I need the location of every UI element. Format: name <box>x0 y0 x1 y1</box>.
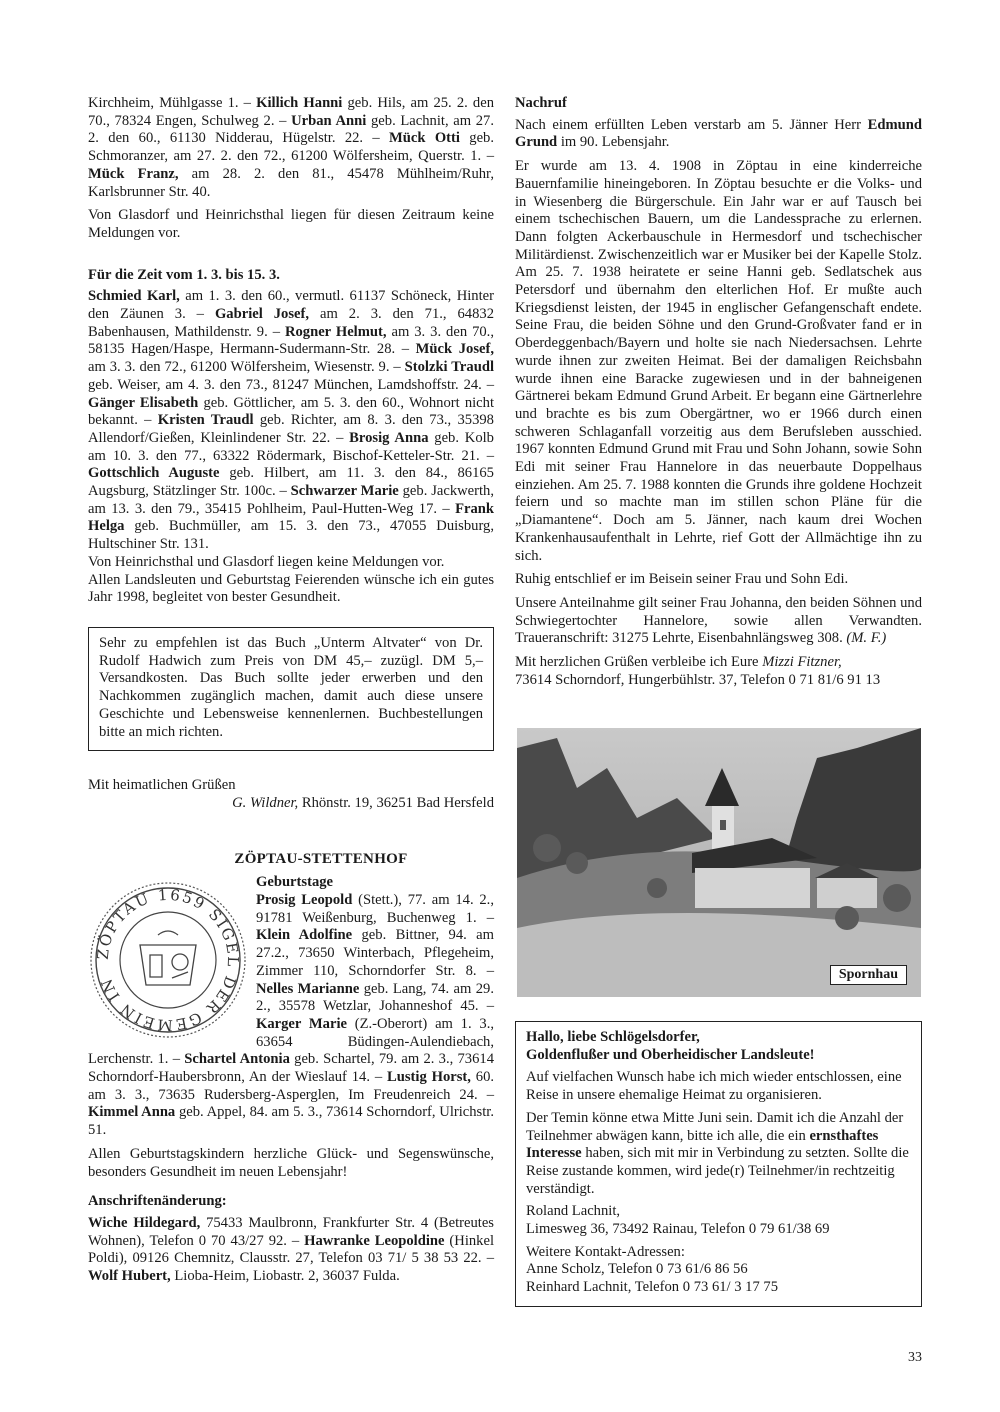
page-number: 33 <box>908 1350 922 1365</box>
text-run: im 90. Lebensjahr. <box>557 134 670 151</box>
text-run: (Z.-Oberort) am 1. 3., 63654 Büdingen-Aulendiebach, Lerchenstr. 1. – <box>88 1015 494 1068</box>
text-run: geb. Buchmüller, am 15. 3. den 73., 47055 Duisburg, Hultschiner Str. 131. <box>88 518 494 553</box>
person-name: ernsthaftes Interesse <box>526 1127 879 1162</box>
text-run: (Hinkel Poldi), 09126 Chemnitz, Clausstr. 27, Telefon 03 71/ 5 38 53 22. – <box>88 1232 495 1267</box>
obituary-body: Er wurde am 13. 4. 1908 in Zöptau in eine kinderreiche Bauernfamilie hineingeboren. In Zöptau besuchte er die Volks- und in Wiesenberg die Bürgerschule. Ein Jahr war er auf Tausch bei einem tschechischen Bauern, um die Landessprache zu erlernen. Dann folgten Ackerbauschule in Hermesdorf und tschechischer Militärdienst. Zwischenzeitlich war er Musiker bei der Kapelle Stolz. Am 25. 7. 1938 heiratete er seine Hanni geb. Sedlatschek aus Petersdorf und übernahm den elterlichen Hof. Er mußte auch Kriegsdienst leisten, der 1945 in englischer Gefangenschaft endete. Seine Frau, die beiden Söhne und den Grund-Großvater fand er in Oberdeggenbach/Bayern und holte sie nach Niedersachsen. Lehrte wurde ihnen zur zweiten Heimat. Bei der damaligen Reichsbahn wurde ihnen eine Baracke zugewiesen und in der bahneigenen Gärtnerei bekam Edmund Grund Arbeit. Er begann eine Gärtnerlehre und brachte es bis zum Obergärtner, wo er 1966 durch einen schweren Schlaganfall vorzeitig aus dem Berufsleben ausschied. 1967 konnten Edmund Grund mit Frau und Sohn Johann, sowie Sohn Edi mit seiner Frau Hannelore in das neuerbaute Doppelhaus einziehen. Am 25. 7. 1988 konnten die Grunds ihre goldene Hochzeit feiern und so machte man im stillen schon Pläne für die „Diamantene“. Doch am 5. Jänner, nach kaum drei Wochen Krankenhausaufenthalt in Lehrte, rief Gott der Allmächtige ihn zu sich. <box>515 158 922 564</box>
person-name: Prosig Leopold <box>256 892 353 909</box>
signature-address: Rhönstr. 19, 36251 Bad Hersfeld <box>298 794 494 811</box>
text-run: geb. Schmoranzer, am 27. 2. den 72., 61200 Wölfersheim, Querstr. 1. – <box>88 130 494 165</box>
signature-name: G. Wildner, <box>232 794 299 811</box>
person-name: Klein Adolfine <box>256 927 353 944</box>
text-run: (Stett.), 77. am 14. 2., 91781 Weißenburg, Buchenweg 1. – <box>256 892 494 926</box>
trip-announcement-box <box>515 1021 922 1307</box>
text-run: Lioba-Heim, Liobastr. 2, 36037 Fulda. <box>170 1268 400 1285</box>
photo-image <box>517 728 921 997</box>
svg-text:ZÖPTAU 1659 SIGEL DER GEMEIN I: ZÖPTAU 1659 SIGEL DER GEMEIN IN <box>93 886 243 1035</box>
trip-sender-name: Roland Lachnit, <box>526 1203 621 1220</box>
text-run: am 3. 3. den 70., 58135 Hagen/Haspe, Hermann-Sudermann-Str. 28. – <box>88 323 494 358</box>
obituary-condolences <box>515 595 922 648</box>
text-run: am 28. 2. den 81., 45478 Mühlheim/Ruhr, Karlsbrunner Str. 40. <box>88 165 494 200</box>
book-recommendation-text: Sehr zu empfehlen ist das Buch „Unterm Altvater“ von Dr. Rudolf Hadwich zum Preis von DM 45,– zuzügl. DM 5,– Versandkosten. Das Buch sollte jeder erwerben und den Nachkommen zugänglich machen, damit auch diese unsere Geschichte und Lebensweise kennenlernen. Buchbestellungen bitte an mich richten. <box>99 634 483 740</box>
person-name: Wolf Hubert, <box>88 1268 171 1285</box>
trip-heading-line-1: Hallo, liebe Schlögelsdorfer, <box>526 1029 700 1045</box>
right-column <box>515 95 922 696</box>
greeting: Mit heimatlichen Grüßen <box>88 777 236 794</box>
person-name: Edmund Grund <box>515 116 922 151</box>
text-run: geb. Weiser, am 4. 3. den 73., 81247 München, Lamdshoffstr. 24. – <box>88 376 494 393</box>
municipal-seal-image <box>88 880 248 1040</box>
person-name: Schwarzer Marie <box>290 483 399 500</box>
person-name: Gänger Elisabeth <box>88 394 199 411</box>
period-heading: Für die Zeit vom 1. 3. bis 15. 3. <box>88 266 280 283</box>
text-run: am 3. 3. den 72., 61200 Wölfersheim, Wiesenstr. 9. – <box>88 359 405 376</box>
obituary-final-rest: Ruhig entschlief er im Beisein seiner Frau und Sohn Edi. <box>515 571 849 588</box>
text-run: Der Temin könne etwa Mitte Juni sein. Damit ich die Anzahl der Teilnehmer abwägen kann, bitte ich alle, die ein <box>526 1109 904 1144</box>
signature <box>88 795 494 813</box>
person-name: Kristen Traudl <box>157 412 254 429</box>
no-reports-note: Von Glasdorf und Heinrichsthal liegen für diesen Zeitraum keine Meldungen vor. <box>88 207 494 241</box>
closing-address: 73614 Schorndorf, Hungerbühlstr. 37, Telefon 0 71 81/6 91 13 <box>515 671 881 688</box>
text-run: geb. Bittner, 94. am 27.2., 73650 Winterbach, Pflegeheim, Zimmer 110, Schorndorfer Str. 8. – <box>256 927 494 979</box>
person-name: Nelles Marianne <box>256 980 360 997</box>
address-change-heading: Anschriftenänderung: <box>88 1193 227 1210</box>
person-name: Urban Anni <box>291 112 367 129</box>
person-name: Mück Franz, <box>88 165 179 182</box>
person-name: Brosig Anna <box>349 429 429 446</box>
birthdays-heading: Geburtstage <box>256 874 334 891</box>
text-run: geb. Göttlicher, am 5. 3. den 60., Wohnort nicht bekannt. – <box>88 394 495 429</box>
text-run: geb. Schartel, 79. am 2. 3., 73614 Schorndorf-Haubersbronn, An der Wieslauf 14. – <box>88 1051 494 1086</box>
text-run: 60. am 3. 3., 73635 Rudersberg-Asperglen, Im Freudenreich 24. – <box>88 1069 495 1103</box>
zoeptau-wishes: Allen Geburtstagskindern herzliche Glück- und Segenswünsche, besonders Gesundheit im neuen Lebensjahr! <box>88 1145 494 1180</box>
text-run: haben, sich mit mir in Verbindung zu setzten. Sollte die Reise zustande kommen, wird jede(r) Teilnehmer/in rechtzeitig verständigt. <box>526 1145 909 1197</box>
march-birthday-list <box>88 288 494 554</box>
person-name: Gabriel Josef, <box>214 306 310 323</box>
text-run: Nach einem erfüllten Leben verstarb am 5. Jänner Herr <box>515 116 868 133</box>
obituary-heading: Nachruf <box>515 95 567 111</box>
person-name: Schartel Antonia <box>184 1051 290 1068</box>
closing-line <box>515 654 922 672</box>
person-name: Lustig Horst, <box>387 1069 471 1086</box>
text-run: geb. Richter, am 8. 3. den 73., 35398 Allendorf/Gießen, Kleinlindener Str. 22. – <box>88 412 494 446</box>
village-photo <box>517 728 921 997</box>
text-run: Kirchheim, Mühlgasse 1. – <box>88 95 257 111</box>
text-run: geb. Appel, 84. am 5. 3., 73614 Schorndorf, Ulrichstr. 51. <box>88 1104 494 1139</box>
person-name: Schmied Karl, <box>88 288 180 305</box>
person-name: Wiche Hildegard, <box>88 1214 201 1231</box>
trip-sender-address: Limesweg 36, 73492 Rainau, Telefon 0 79 61/38 69 <box>526 1221 830 1238</box>
person-name: Kimmel Anna <box>88 1104 176 1121</box>
person-name: Gottschlich Auguste <box>88 465 220 482</box>
text-run: am 2. 3. den 71., 64832 Babenhausen, Mathildenstr. 9. – <box>88 306 494 340</box>
text-run: am 1. 3. den 60., vermutl. 61137 Schöneck, Hinter den Zäunen 3. – <box>88 288 494 323</box>
text-run: geb. Jackwerth, am 13. 3. den 79., 35415 Pohlheim, Paul-Hutten-Weg 17. – <box>88 483 494 517</box>
left-column <box>88 95 494 1292</box>
section-title-zoeptau: ZÖPTAU-STETTENHOF <box>234 850 408 867</box>
trip-contact-1: Anne Scholz, Telefon 0 73 61/6 86 56 <box>526 1261 748 1278</box>
person-name: Hawranke Leopoldine <box>304 1232 445 1249</box>
trip-contact-2: Reinhard Lachnit, Telefon 0 73 61/ 3 17 75 <box>526 1279 779 1296</box>
trip-heading-line-2: Goldenflußer und Oberheidischer Landsleute! <box>526 1046 815 1063</box>
closing-name: Mizzi Fitzner, <box>762 654 842 671</box>
person-name: Mück Otti <box>389 130 460 147</box>
photo-caption: Spornhau <box>830 965 907 985</box>
person-name: Mück Josef, <box>415 341 494 358</box>
person-name: Frank Helga <box>88 500 494 535</box>
text-run: geb. Hilbert, am 11. 3. den 84., 86165 Augsburg, Stätzlinger Str. 100c. – <box>88 465 494 500</box>
text-run: geb. Lang, 74. am 29. 2., 35578 Wetzlar, Johanneshof 45. – <box>256 980 494 1015</box>
trip-paragraph-2 <box>526 1110 911 1199</box>
text-run: 75433 Maulbronn, Frankfurter Str. 4 (Betreutes Wohnen), Telefon 0 70 43/27 92. – <box>88 1214 494 1249</box>
new-year-wishes: Allen Landsleuten und Geburtstag Feierenden wünsche ich ein gutes Jahr 1998, begleitet von bester Gesundheit. <box>88 571 494 606</box>
trip-paragraph-1: Auf vielfachen Wunsch habe ich mich wieder entschlossen, eine Reise in unsere ehemalige Heimat zu organisieren. <box>526 1069 902 1104</box>
person-name: Rogner Helmut, <box>284 323 387 340</box>
trip-contacts-heading: Weitere Kontakt-Adressen: <box>526 1243 685 1260</box>
closing-text: Mit herzlichen Grüßen verbleibe ich Eure <box>515 654 763 671</box>
person-name: Stolzki Traudl <box>404 359 494 376</box>
birthday-list-intro <box>88 95 494 201</box>
condolence-text: Unsere Anteilnahme gilt seiner Frau Johanna, den beiden Söhnen und Schwiegertochter Hannelore, sowie allen Verwandten. Traueranschrift: 31275 Lehrte, Eisenbahnlängsweg 308. <box>515 594 922 647</box>
person-name: Karger Marie <box>256 1015 347 1032</box>
address-change-list <box>88 1215 494 1286</box>
text-run: geb. Hils, am 25. 2. den 70., 78324 Engen, Schulweg 2. – <box>88 95 494 129</box>
book-recommendation-box <box>88 627 494 751</box>
text-run: geb. Lachnit, am 27. 2. den 60., 61130 Nidderau, Hügelstr. 22. – <box>88 112 494 147</box>
author-initials: (M. F.) <box>846 630 887 647</box>
text-run: geb. Kolb am 10. 3. den 77., 63322 Rödermark, Bischof-Ketteler-Str. 21. – <box>88 429 494 464</box>
person-name: Killich Hanni <box>256 95 343 111</box>
no-reports-note-2: Von Heinrichsthal und Glasdorf liegen keine Meldungen vor. <box>88 553 445 570</box>
obituary-intro <box>515 117 922 152</box>
